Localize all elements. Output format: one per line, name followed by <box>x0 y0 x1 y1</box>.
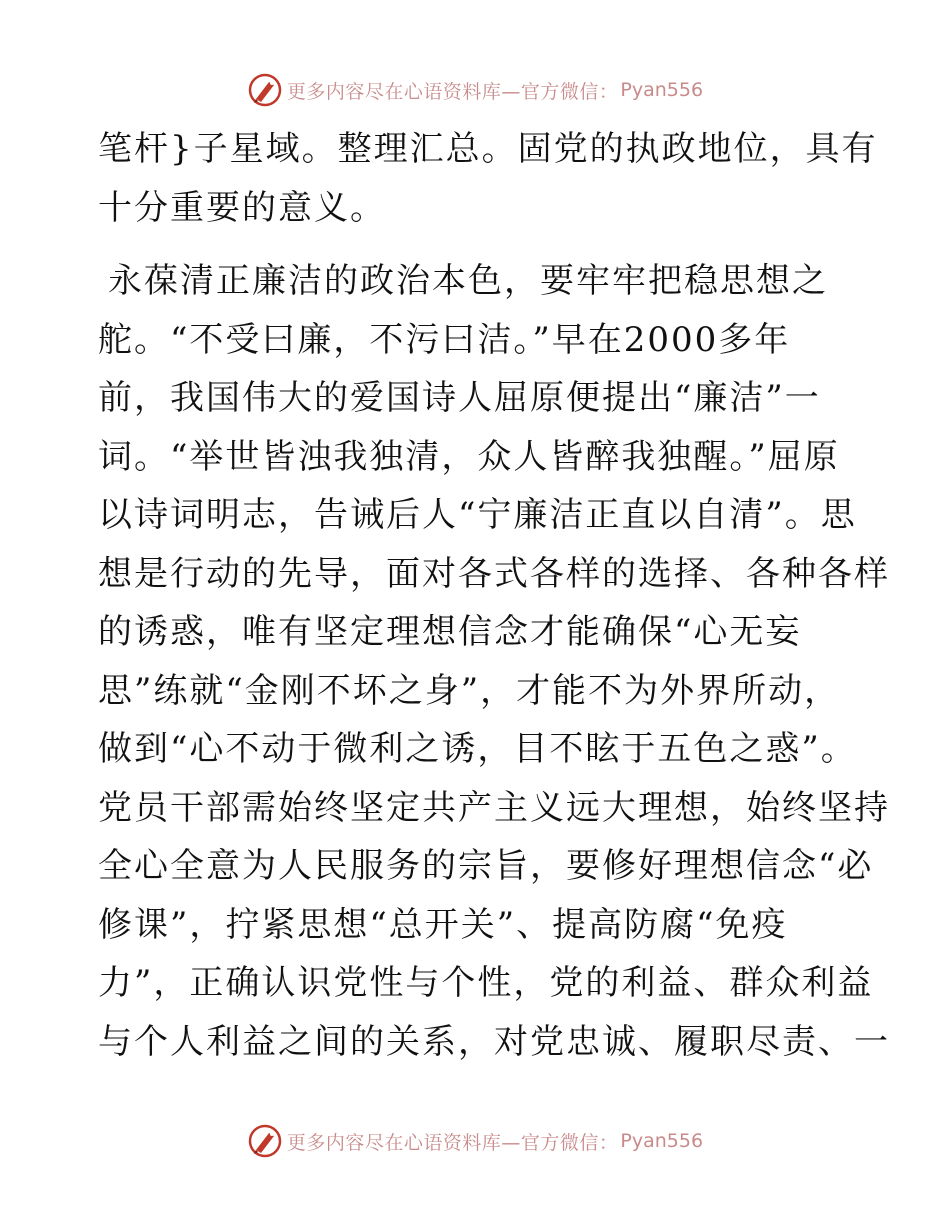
watermark-wechat-id: Pyan556 <box>620 79 704 101</box>
text-line: 全心全意为人民服务的宗旨，要修好理想信念“必 <box>98 846 874 886</box>
text-line: 与个人利益之间的关系，对党忠诚、履职尽责、一 <box>98 1021 890 1062</box>
text-line: 思”练就“金刚不坏之身”，才能不为外界所动， <box>98 670 841 711</box>
text-line: 想是行动的先导，面对各式各样的选择、各种各样 <box>98 553 890 594</box>
watermark-text: 更多内容尽在心语资料库—官方微信： <box>286 1131 619 1154</box>
footer-watermark <box>0 1121 950 1161</box>
document-body <box>98 120 890 1071</box>
pen-logo-icon <box>247 72 283 108</box>
paragraph-1 <box>98 120 878 237</box>
text-line: 永葆清正廉洁的政治本色，要牢牢把稳思想之 <box>108 261 828 301</box>
text-line: 力”，正确认识党性与个性，党的利益、群众利益 <box>98 963 874 1003</box>
text-line: 以诗词明志，告诫后人“宁廉洁正直以自清”。思 <box>98 495 857 535</box>
text-line: 前，我国伟大的爱国诗人屈原便提出“廉洁”一 <box>98 378 821 418</box>
text-line: 十分重要的意义。 <box>98 187 386 228</box>
text-line: 笔杆}子星域。整理汇总。固党的执政地位，具有 <box>98 129 878 169</box>
watermark-wechat-id: Pyan556 <box>620 1130 704 1152</box>
watermark-text: 更多内容尽在心语资料库—官方微信： <box>286 80 619 103</box>
pen-logo-icon <box>247 1123 283 1159</box>
header-watermark <box>0 70 950 110</box>
text-line: 舵。“不受曰廉，不污曰洁。”早在2000多年 <box>98 319 791 360</box>
paragraph-2 <box>98 252 890 1071</box>
text-line: 词。“举世皆浊我独清，众人皆醉我独醒。”屈原 <box>98 436 840 477</box>
text-line: 的诱惑，唯有坚定理想信念才能确保“心无妄 <box>98 612 802 652</box>
text-line: 做到“心不动于微利之诱，目不眩于五色之惑”。 <box>98 729 857 769</box>
text-line: 修课”，拧紧思想“总开关”、提高防腐“免疫 <box>98 904 788 945</box>
text-line: 党员干部需始终坚定共产主义远大理想，始终坚持 <box>98 787 890 828</box>
